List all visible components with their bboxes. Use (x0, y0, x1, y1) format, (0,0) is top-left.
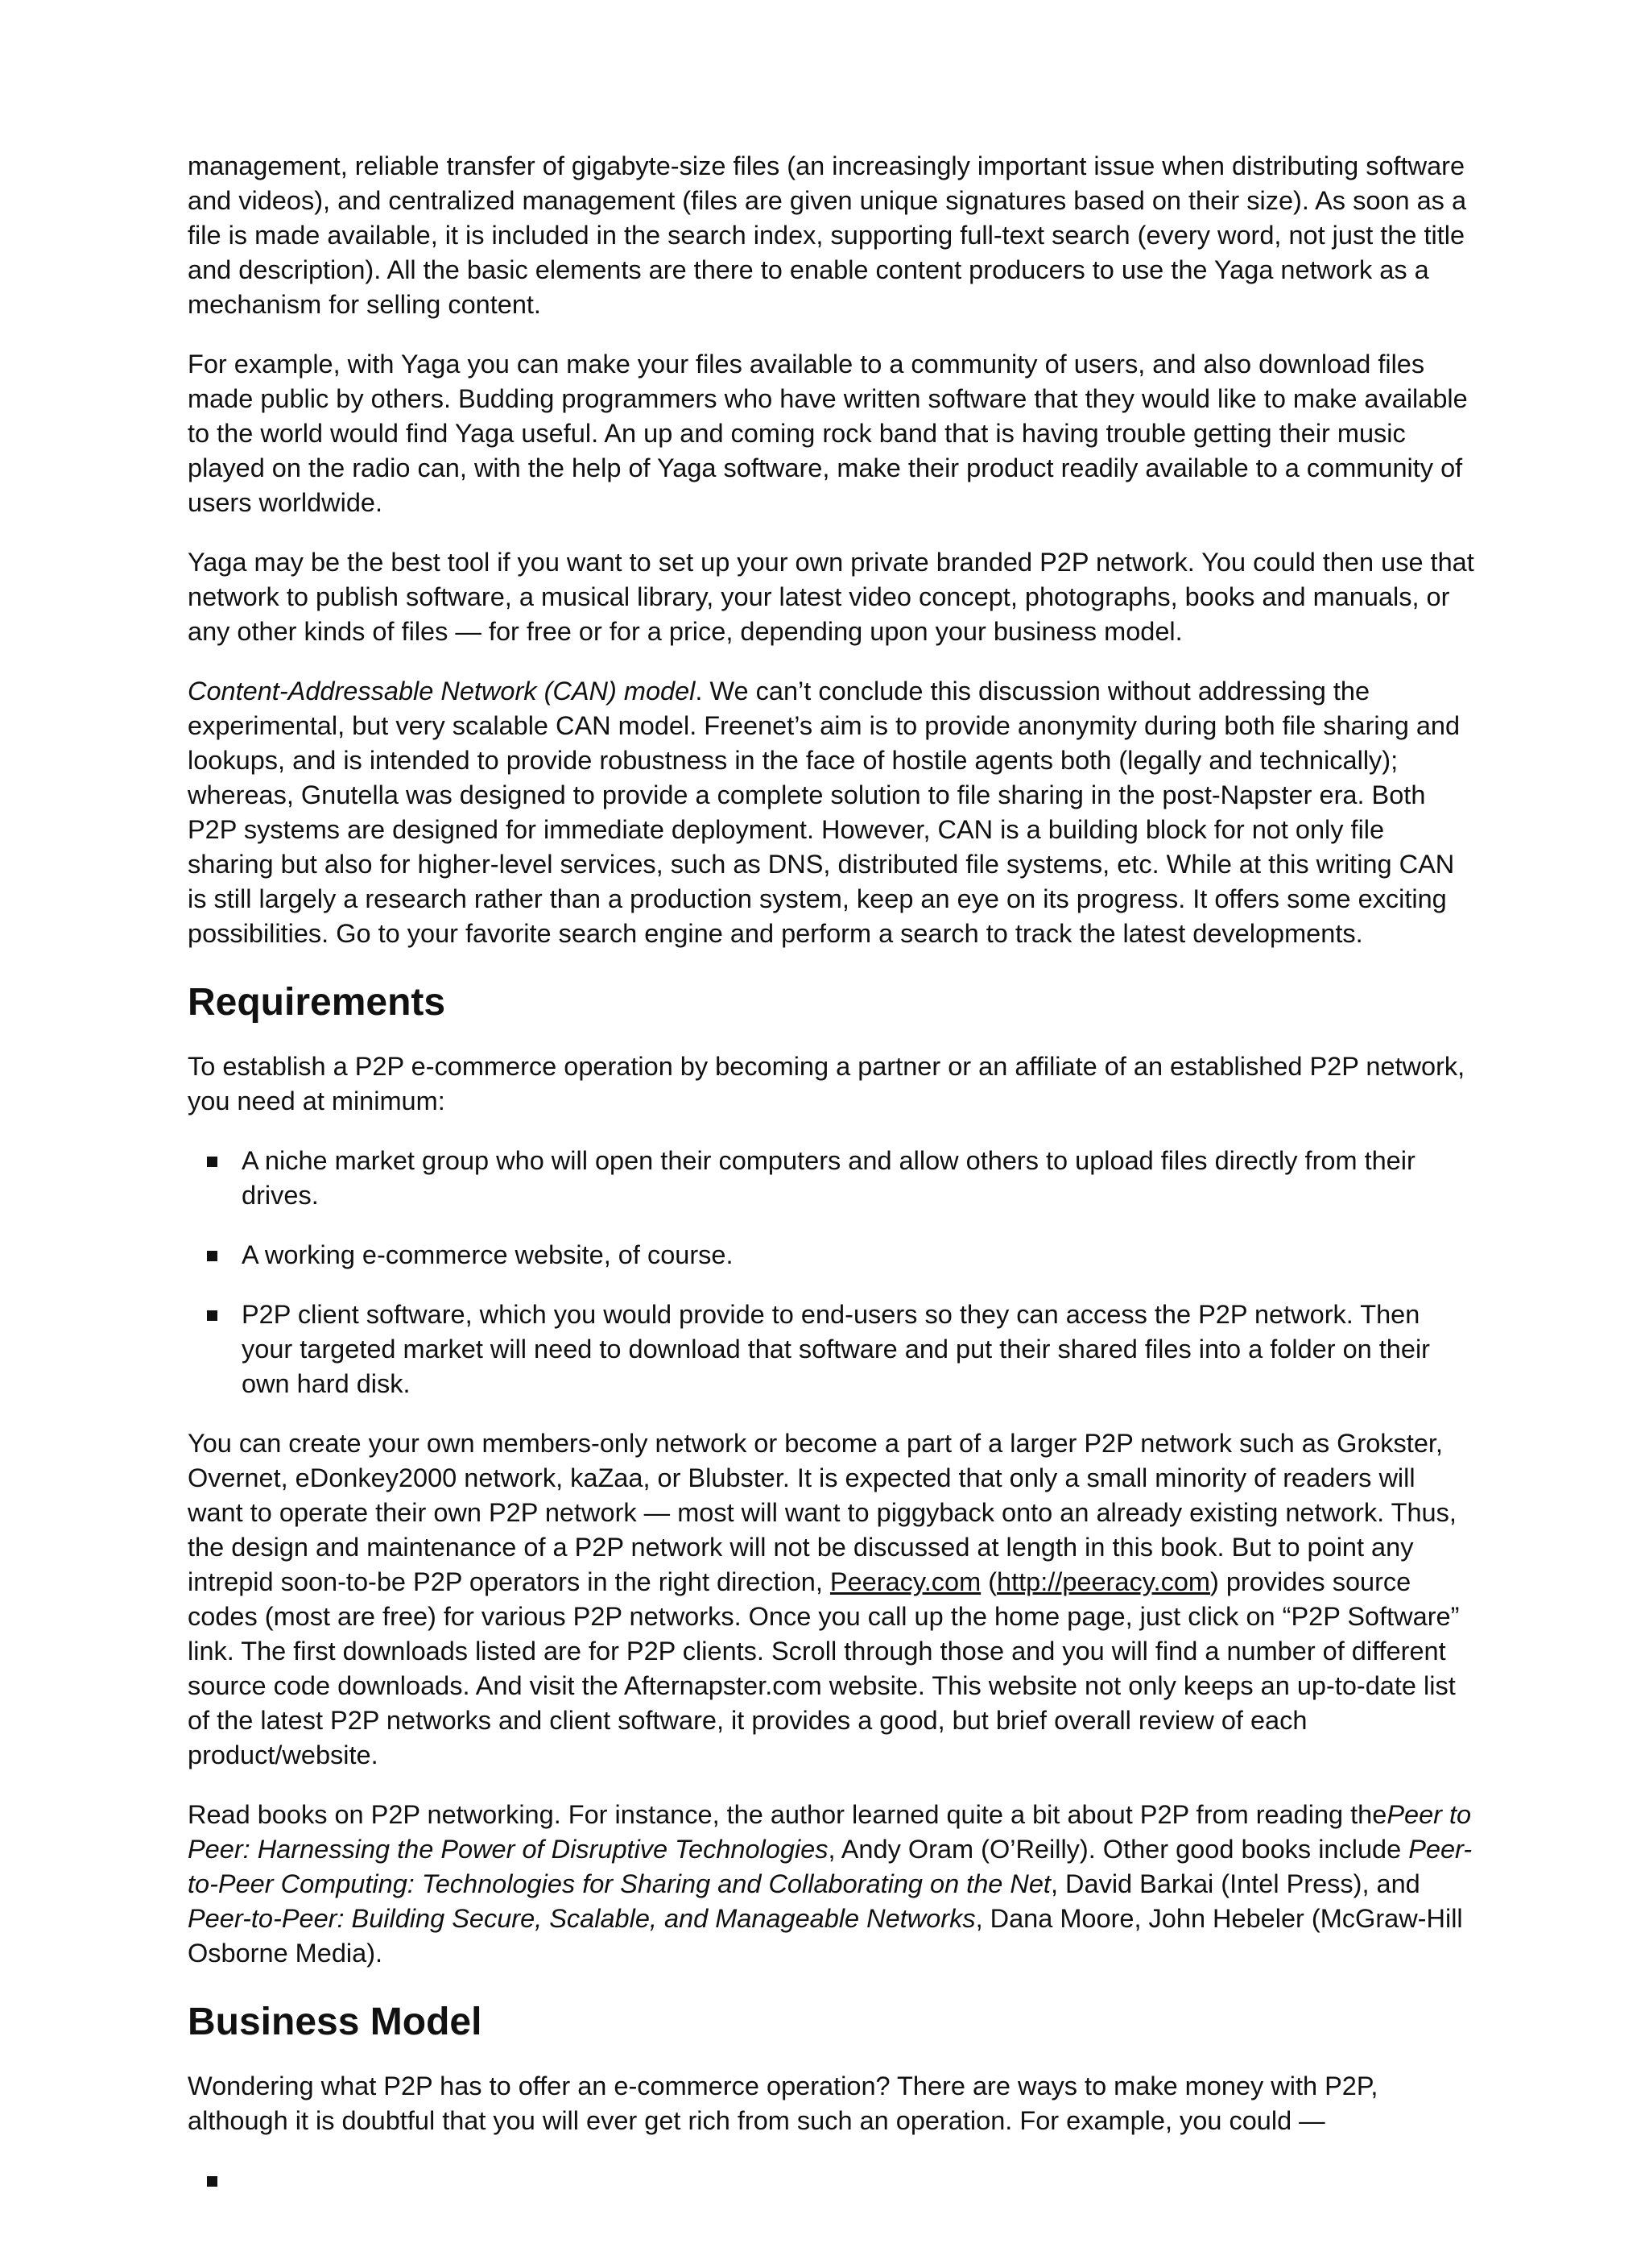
bullet-square-icon (207, 1157, 217, 1167)
can-model-lead: Content-Addressable Network (CAN) model (188, 677, 696, 706)
peeracy-link[interactable]: Peeracy.com (829, 1567, 982, 1596)
can-model-text: . We can’t conclude this discussion without addressing the experimental, but very scalable CAN model. Freenet’s aim is to provide anonymity during both file sharing and lookups, and is intended to provide robustness in the face of hostile agents both (legally and technically); whereas, Gnutella was designed to provide a complete solution to file sharing in the post-Napster era. Both P2P systems are designed for immediate deployment. However, CAN is a building block for not only file sharing but also for higher-level services, such as DNS, distributed file systems, etc. While at this writing CAN is still largely a research rather than a production system, keep an eye on its progress. It offers some exciting possibilities. Go to your favorite search engine and perform a search to track the latest developments. (188, 677, 1461, 948)
document-page (188, 149, 1476, 2223)
bullet-square-icon (207, 2176, 217, 2187)
bullet-square-icon (207, 1310, 217, 1321)
list-item-text: A niche market group who will open their computers and allow others to upload files directly from their drives. (242, 1146, 1415, 1210)
books-text-4: , Dana Moore, John Hebeler (McGraw-Hill Osborne Media). (188, 1904, 1463, 1968)
list-item-text: P2P client software, which you would provide to end-users so they can access the P2P network. Then your targeted market will need to download that software and put their shared files into a folder on their own hard disk. (242, 1300, 1430, 1398)
business-list (188, 2163, 1476, 2198)
books-text-2: , Andy Oram (O’Reilly). Other good books include (828, 1835, 1409, 1864)
network-text-1: You can create your own members-only network or become a part of a larger P2P network such as Grokster, Overnet, eDonkey2000 network, kaZaa, or Blubster. It is expected that only a small minority of readers will want to operate their own P2P network — most will want to piggyback onto an already existing network. Thus, the design and maintenance of a P2P network will not be discussed at length in this book. But to point any intrepid soon-to-be P2P operators in the right direction, (188, 1429, 1457, 1596)
paragraph-yaga-private-network: Yaga may be the best tool if you want to set up your own private branded P2P network. You could then use that network to publish software, a musical library, your latest video concept, photographs, books and manuals, or any other kinds of files — for free or for a price, depending upon your business model. (188, 548, 1474, 646)
paragraph-network-options (188, 1426, 1476, 1773)
bullet-square-icon (207, 1251, 217, 1261)
network-text-3: ) provides source codes (most are free) for various P2P networks. Once you call up the home page, just click on “P2P Software” link. The first downloads listed are for P2P clients. Scroll through those and you will find a number of different source code downloads. And visit the Afternapster.com website. This website not only keeps an up-to-date list of the latest P2P networks and client software, it provides a good, but brief overall review of each product/website. (188, 1567, 1460, 1769)
heading-requirements: Requirements (188, 981, 446, 1024)
list-item-text: A working e-commerce website, of course. (242, 1240, 734, 1269)
books-text-1: Read books on P2P networking. For instance, the author learned quite a bit about P2P from reading the (188, 1800, 1387, 1829)
list-item (188, 2163, 1476, 2198)
paragraph-books (188, 1798, 1476, 1971)
heading-business-model: Business Model (188, 2001, 482, 2043)
book-title-1: Peer to Peer: Harnessing the Power of Disruptive Technologies (188, 1800, 1472, 1864)
paragraph-yaga-features: management, reliable transfer of gigabyte-size files (an increasingly important issue when distributing software and videos), and centralized management (files are given unique signatures based on their size). As soon as a file is made available, it is included in the search index, supporting full-text search (every word, not just the title and description). All the basic elements are there to enable content producers to use the Yaga network as a mechanism for selling content. (188, 151, 1467, 319)
requirements-list (188, 1144, 1476, 1401)
book-title-3: Peer-to-Peer: Building Secure, Scalable, and Manageable Networks (188, 1904, 976, 1933)
paragraph-yaga-example: For example, with Yaga you can make your files available to a community of users, and also download files made public by others. Budding programmers who have written software that they would like to make available to the world would find Yaga useful. An up and coming rock band that is having trouble getting their music played on the radio can, with the help of Yaga software, make their product readily available to a community of users worldwide. (188, 350, 1468, 517)
paragraph-requirements-intro: To establish a P2P e-commerce operation by becoming a partner or an affiliate of an established P2P network, you need at minimum: (188, 1052, 1465, 1115)
book-title-2: Peer-to-Peer Computing: Technologies for Sharing and Collaborating on the Net (188, 1835, 1473, 1898)
list-item (188, 1238, 1476, 1273)
paragraph-business-intro: Wondering what P2P has to offer an e-commerce operation? There are ways to make money with P2P, although it is doubtful that you will ever get rich from such an operation. For example, you could — (188, 2071, 1378, 2135)
list-item (188, 1297, 1476, 1401)
peeracy-url-link[interactable]: http://peeracy.com (997, 1567, 1210, 1596)
network-text-2: ( (981, 1567, 998, 1596)
books-text-3: , David Barkai (Intel Press), and (1050, 1869, 1420, 1898)
paragraph-can-model (188, 674, 1476, 951)
list-item (188, 1144, 1476, 1213)
